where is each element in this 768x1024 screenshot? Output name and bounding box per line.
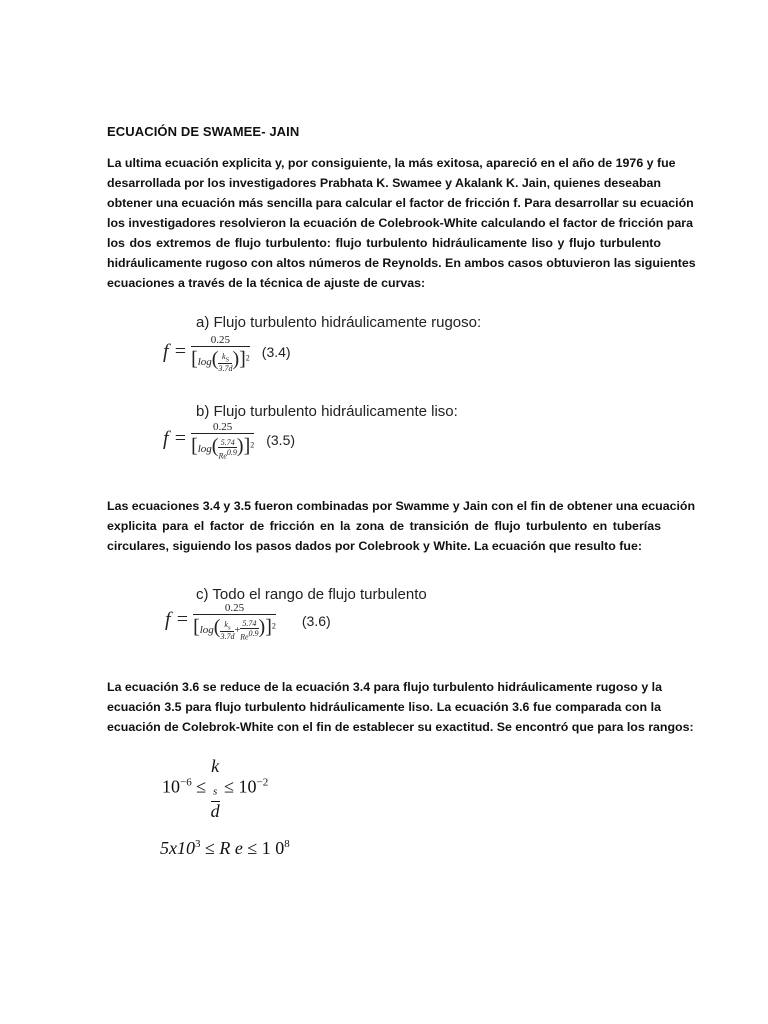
- exponent: 2: [245, 353, 250, 363]
- exponent: 2: [250, 440, 255, 450]
- equation-3-4: [163, 334, 291, 373]
- re-numerator: 5.74: [242, 619, 257, 629]
- plus-sign: +: [234, 625, 241, 636]
- le-sign: ≤: [205, 838, 215, 858]
- text-line: ecuaciones a través de la técnica de ajuste de curvas:: [107, 276, 426, 290]
- f-symbol: f =: [163, 340, 188, 363]
- eq-c-label: c) Todo el rango de flujo turbulento: [196, 586, 427, 603]
- eq-a-label: a) Flujo turbulento hidráulicamente rugoso:: [196, 314, 482, 331]
- equation-tag: (3.5): [266, 431, 296, 448]
- numerator: 0.25: [210, 334, 231, 346]
- text-line: circulares, siguiendo los pasos dados por Colebrook y White. La ecuación que resulto fue:: [107, 539, 642, 553]
- paragraph-validation: [107, 677, 694, 737]
- re-exponent: 0.9: [226, 448, 237, 458]
- roughness-range: [162, 757, 268, 820]
- section-title: ECUACIÓN DE SWAMEE- JAIN: [107, 124, 300, 139]
- text-line: los investigadores resolvieron la ecuación de Colebrook-White calculando el factor de fricción para: [107, 216, 693, 230]
- log-text: log: [197, 356, 212, 368]
- ks-over-d: [211, 757, 220, 820]
- le-sign: ≤: [196, 776, 207, 797]
- range-left-exp: 3: [195, 838, 201, 850]
- range-left-exp: −6: [180, 776, 192, 789]
- ks-sub: S: [225, 356, 229, 364]
- reynolds-range: [160, 838, 290, 859]
- ks-fraction: [218, 352, 232, 374]
- range-right-base: 10: [238, 776, 257, 797]
- text-line: explicita para el factor de fricción en la zona de transición de flujo turbulento en tuberías: [107, 519, 661, 533]
- ks-var: k: [211, 756, 220, 776]
- re-fraction: [240, 619, 258, 642]
- d-var: d: [210, 800, 220, 821]
- text-line: hidráulicamente rugoso con altos números de Reynolds. En ambos casos obtuvieron las siguientes: [107, 256, 696, 270]
- denominator: [log( $\frac{k_s}{3.7d}$ + $\frac{5.74}{Re^{0.9}}$ )]$^2$: [193, 616, 276, 642]
- ks-sub: s: [227, 624, 231, 632]
- numerator: 0.25: [224, 602, 245, 614]
- range-left-base: 5x10: [160, 838, 195, 858]
- eq-b-label: b) Flujo turbulento hidráulicamente liso:: [196, 403, 458, 420]
- equation-tag: (3.6): [301, 612, 331, 629]
- fraction: [191, 334, 250, 373]
- numerator: 0.25: [213, 421, 233, 433]
- paragraph-combination: [107, 496, 696, 556]
- text-line: obtener una ecuación más sencilla para calcular el factor de fricción f. Para desarrollar su ecuación: [107, 196, 694, 210]
- re-var: Re: [218, 451, 227, 461]
- re-numerator: 5.74: [220, 438, 235, 448]
- text-line: Las ecuaciones 3.4 y 3.5 fueron combinadas por Swamme y Jain con el fin de obtener una ecuación: [107, 499, 696, 513]
- log-text: log: [197, 443, 212, 455]
- text-line: ecuación de Colebrok-White con el fin de establecer su exactitud. Se encontró que para los rangos:: [107, 720, 694, 734]
- f-symbol: f =: [165, 608, 190, 631]
- ks-denominator: 3.7d: [220, 632, 235, 642]
- f-symbol: f =: [163, 427, 188, 450]
- re-exponent: 0.9: [248, 629, 259, 639]
- ks-var: k: [224, 619, 228, 629]
- reynolds-var: R e: [219, 838, 243, 858]
- equation-3-6: [165, 602, 331, 642]
- fraction: [193, 602, 276, 642]
- range-right-exp: −2: [256, 776, 269, 789]
- text-line: desarrollada por los investigadores Prabhata K. Swamee y Akalank K. Jain, quienes deseaban: [107, 176, 661, 190]
- log-text: log: [199, 624, 214, 636]
- text-line: La ecuación 3.6 se reduce de la ecuación 3.4 para flujo turbulento hidráulicamente rugoso y la: [107, 680, 662, 694]
- re-fraction: [218, 438, 236, 461]
- text-line: ecuación 3.5 para flujo turbulento hidráulicamente liso. La ecuación 3.6 fue comparada con la: [107, 700, 661, 714]
- text-line: La ultima ecuación explicita y, por consiguiente, la más exitosa, apareció en el año de 1976 y fue: [107, 156, 676, 170]
- range-right-base: 1 0: [261, 838, 285, 858]
- paragraph-intro: [107, 153, 696, 293]
- denominator: [log( $\frac{k_S}{3.7d}$ )]$^2$: [191, 348, 250, 374]
- ks-fraction: [220, 620, 234, 642]
- equation-tag: (3.4): [261, 344, 291, 361]
- range-right-exp: 8: [284, 838, 290, 850]
- le-sign: ≤: [247, 838, 258, 858]
- text-line: los dos extremos de flujo turbulento: flujo turbulento hidráulicamente liso y flujo turbulento: [107, 236, 661, 250]
- denominator: [log( $\frac{5.74}{Re^{0.9}}$ )]$^2$: [191, 435, 255, 461]
- equation-3-5: [163, 421, 295, 461]
- ks-sub: s: [212, 785, 218, 798]
- ks-var: k: [222, 351, 226, 361]
- fraction: [191, 421, 254, 461]
- exponent: 2: [271, 621, 276, 631]
- ks-denominator: 3.7d: [218, 364, 233, 374]
- range-left-base: 10: [162, 776, 180, 797]
- re-var: Re: [240, 632, 249, 642]
- le-sign: ≤: [224, 776, 234, 797]
